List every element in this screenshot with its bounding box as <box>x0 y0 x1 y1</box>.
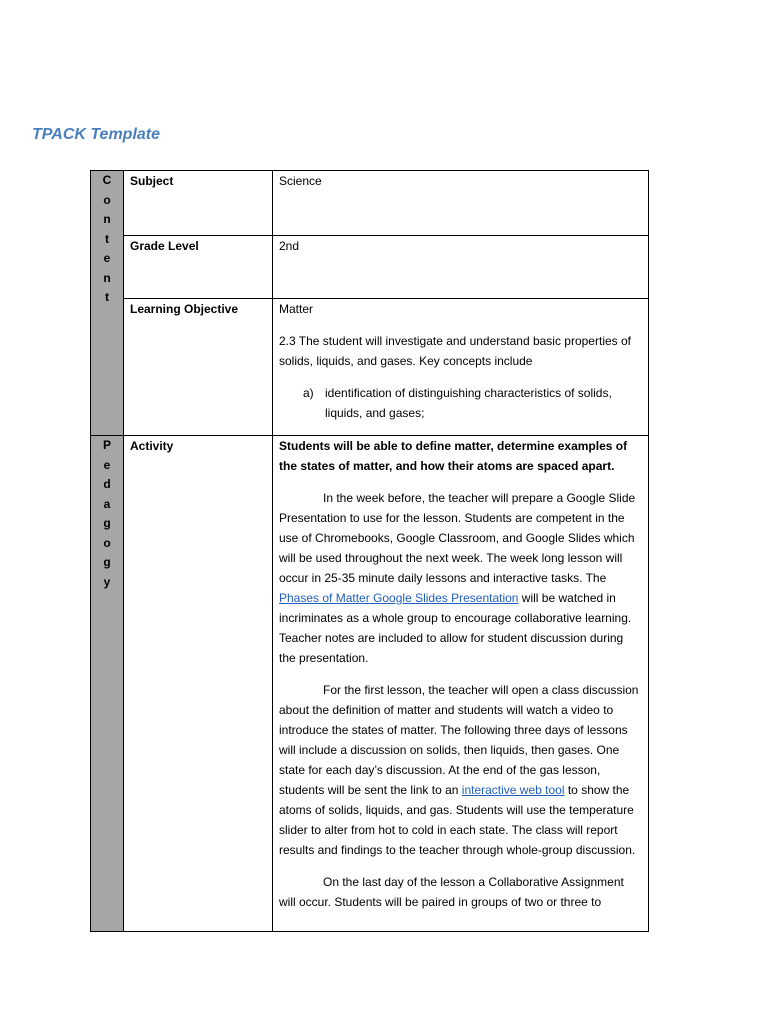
objective-cell <box>273 299 649 436</box>
pedagogy-letter: y <box>103 574 111 589</box>
content-letter: n <box>103 212 111 226</box>
content-letter: e <box>103 251 111 265</box>
tpack-table <box>90 170 649 932</box>
paragraph-text: will be watched in incriminates as a whole group to encourage collaborative learning. Teacher notes are included to allow for student discussion during the presentation. <box>279 591 632 665</box>
objective-standard: 2.3 The student will investigate and understand basic properties of solids, liquids, and gases. Key concepts include <box>279 334 631 368</box>
content-letter: t <box>105 231 109 246</box>
pedagogy-letter: g <box>103 516 111 530</box>
objective-heading: Matter <box>279 302 314 316</box>
content-letter: C <box>102 173 112 187</box>
activity-paragraph-2 <box>279 680 642 860</box>
content-section-label <box>91 171 124 436</box>
subject-label: Subject <box>124 171 273 236</box>
list-marker: a) <box>303 386 314 400</box>
list-item <box>303 383 642 423</box>
pedagogy-letter: a <box>103 496 111 511</box>
paragraph-text: For the first lesson, the teacher will open a class discussion about the definition of matter and students will watch a video to introduce the states of matter. The following three days of lessons will include a discussion on solids, then liquids, then gases. One state for each day’s discussion. At the end of the gas lesson, students will be sent the link to an <box>279 683 639 797</box>
table-row-grade <box>91 236 649 299</box>
paragraph-text: In the week before, the teacher will prepare a Google Slide Presentation to use for the lesson. Students are competent in the use of Chromebooks, Google Classroom, and Google Slides which will be used throughout the next week. The week long lesson will occur in 25-35 minute daily lessons and interactive tasks. The <box>279 491 636 585</box>
activity-cell <box>273 436 649 932</box>
objective-label: Learning Objective <box>124 299 273 436</box>
content-letter: t <box>105 290 109 304</box>
grade-value: 2nd <box>273 236 649 299</box>
content-letter: o <box>103 192 111 207</box>
activity-label: Activity <box>124 436 273 932</box>
activity-lead: Students will be able to define matter, determine examples of the states of matter, and how their atoms are spaced apart. <box>279 439 628 473</box>
pedagogy-letter: d <box>103 477 111 491</box>
objective-item-text: identification of distinguishing characteristics of solids, liquids, and gases; <box>325 386 612 420</box>
pedagogy-letter: g <box>103 555 111 569</box>
grade-label: Grade Level <box>124 236 273 299</box>
phases-of-matter-link[interactable]: Phases of Matter Google Slides Presentation <box>279 591 519 605</box>
pedagogy-letter: P <box>102 438 111 452</box>
interactive-web-tool-link[interactable]: interactive web tool <box>461 783 565 797</box>
document-title: TPACK Template <box>32 126 161 143</box>
subject-value: Science <box>273 171 649 236</box>
pedagogy-letter: e <box>103 457 111 472</box>
activity-paragraph-3: On the last day of the lesson a Collaborative Assignment will occur. Students will be paired in groups of two or three to <box>279 875 624 909</box>
pedagogy-letter: o <box>103 535 111 550</box>
table-row-objective <box>91 299 649 436</box>
pedagogy-section-label <box>91 436 124 932</box>
paragraph-text: to show the atoms of solids, liquids, and gas. Students will use the temperature slider to alter from hot to cold in each state. The class will report results and findings to the teacher through whole-group discussion. <box>279 783 636 857</box>
content-letter: n <box>103 270 111 285</box>
objective-list <box>279 383 642 423</box>
table-row-activity <box>91 436 649 932</box>
table-row-subject <box>91 171 649 236</box>
activity-paragraph-1 <box>279 488 642 668</box>
